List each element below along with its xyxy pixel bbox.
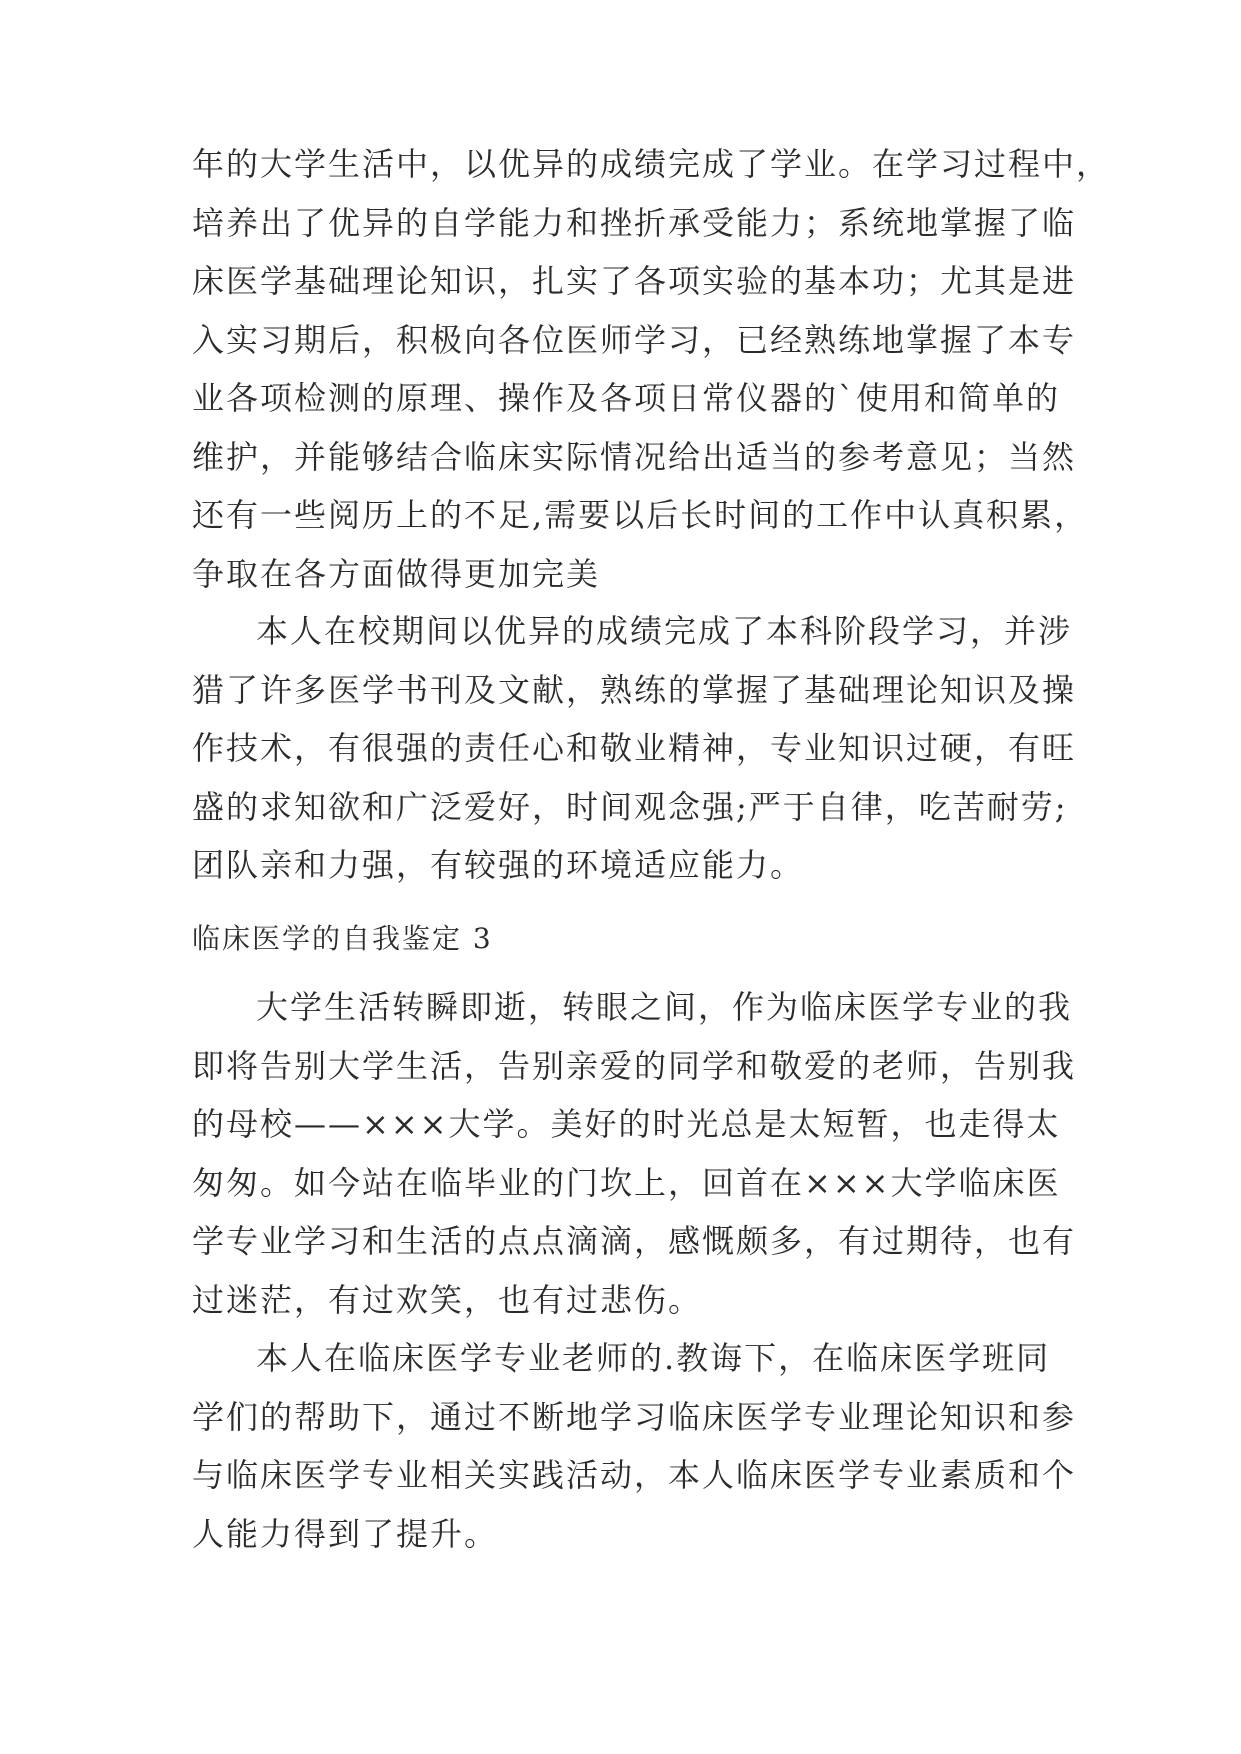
paragraph-3 [192,978,1077,1329]
text-line: 培养出了优异的自学能力和挫折承受能力；系统地掌握了临 [192,203,1077,242]
text-line: 年的大学生活中，以优异的成绩完成了学业。在学习过程中， [192,145,1111,183]
text-line: 学专业学习和生活的点点滴滴，感慨颇多，有过期待，也有 [192,1222,1077,1260]
text-line: 本人在校期间以优异的成绩完成了本科阶段学习，并涉 [256,612,1073,650]
text-line: 猎了许多医学书刊及文献，熟练的掌握了基础理论知识及操 [192,670,1077,709]
text-line: 床医学基础理论知识，扎实了各项实验的基本功；尤其是进 [192,262,1077,300]
text-line: 盛的求知欲和广泛爱好，时间观念强;严于自律，吃苦耐劳; [192,787,1068,826]
paragraph-4 [192,1329,1077,1563]
text-line: 人能力得到了提升。 [192,1514,499,1553]
text-line: 本人在临床医学专业老师的.教诲下，在临床医学班同 [256,1339,1051,1377]
text-line: 入实习期后，积极向各位医师学习，已经熟练地掌握了本专 [192,320,1077,359]
text-line: 作技术，有很强的责任心和敬业精神，专业知识过硬，有旺 [192,729,1077,767]
text-line: 的母校——×××大学。美好的时光总是太短暂，也走得太 [192,1105,1061,1143]
text-line: 即将告别大学生活，告别亲爱的同学和敬爱的老师，告别我 [192,1046,1077,1085]
text-line: 过迷茫，有过欢笑，也有过悲伤。 [192,1280,703,1319]
paragraph-2 [192,602,1077,895]
text-line: 团队亲和力强，有较强的环境适应能力。 [192,846,805,884]
text-line: 争取在各方面做得更加完美 [192,554,601,593]
text-line: 匆匆。如今站在临毕业的门坎上，回首在×××大学临床医 [192,1163,1061,1202]
text-line: 业各项检测的原理、操作及各项日常仪器的`使用和简单的 [192,379,1061,417]
text-line: 还有一些阅历上的不足,需要以后长时间的工作中认真积累， [192,496,1089,534]
paragraph-1 [192,135,1111,603]
text-line: 大学生活转瞬即逝，转眼之间，作为临床医学专业的我 [256,988,1073,1026]
text-line: 维护，并能够结合临床实际情况给出适当的参考意见；当然 [192,437,1077,476]
text-line: 与临床医学专业相关实践活动，本人临床医学专业素质和个 [192,1456,1077,1494]
text-line: 学们的帮助下，通过不断地学习临床医学专业理论知识和参 [192,1397,1077,1436]
section-heading: 临床医学的自我鉴定 3 [192,922,493,955]
